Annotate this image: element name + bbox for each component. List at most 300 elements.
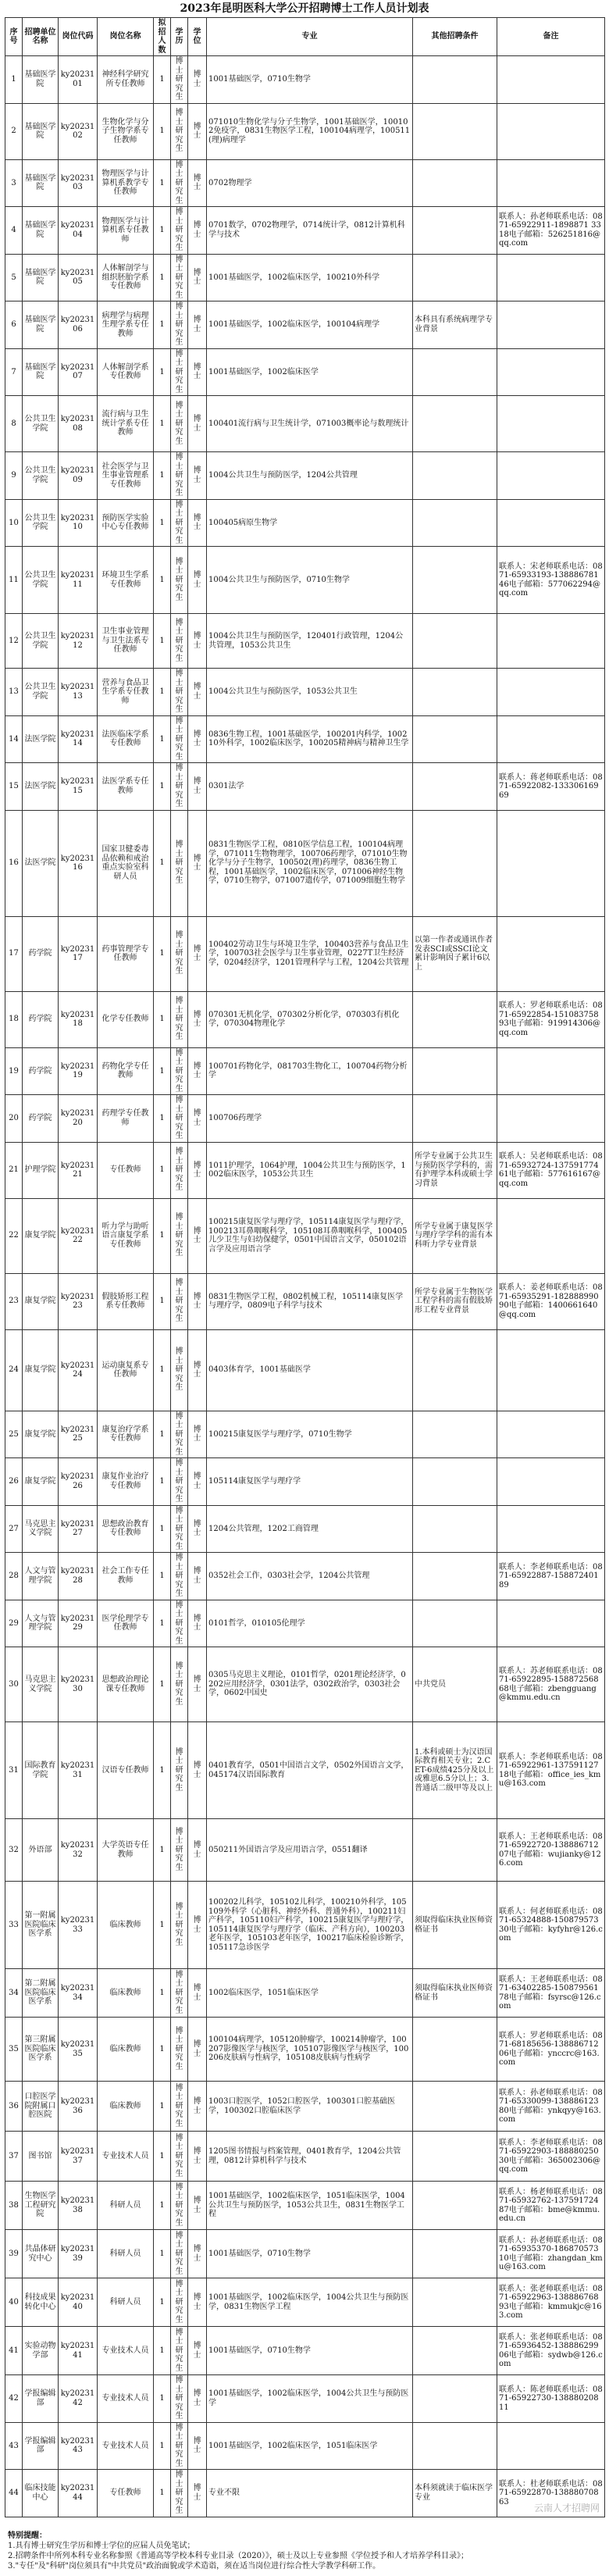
row-major: 100215康复医学与理疗学，105114康复医学与理疗学，100213耳鼻咽喉科学，105108耳鼻咽喉科学，100405儿少卫生与妇幼保健学，0501中国语言文学，050102语言学及应用语言学	[207, 1198, 413, 1273]
row-number: 30	[5, 1647, 23, 1722]
row-count: 1	[154, 1600, 171, 1647]
row-unit: 生物医学工程研究院	[23, 2182, 59, 2230]
row-major: 0831生物医学工程，0802机械工程，105114康复医学与理疗学，0809电子科学与技术	[207, 1273, 413, 1329]
row-code: ky2023115	[59, 763, 98, 811]
row-count: 1	[154, 715, 171, 763]
row-unit: 学报编辑部	[23, 2422, 59, 2470]
row-code: ky2023110	[59, 499, 98, 547]
row-remark: 联系人：罗老师联系电话：0871-65922854-15108375893电子邮箱：919914306@qq.com	[497, 991, 605, 1047]
row-code: ky2023143	[59, 2422, 98, 2470]
row-education: 博士研究生	[171, 1095, 188, 1143]
row-education: 博士研究生	[171, 1142, 188, 1198]
row-count: 1	[154, 1505, 171, 1553]
row-code: ky2023134	[59, 1969, 98, 2018]
row-code: ky2023133	[59, 1882, 98, 1969]
row-unit: 外语部	[23, 1819, 59, 1882]
row-degree: 博士	[188, 1095, 207, 1143]
note-item: 1.具有博士研究生学历和博士学位的应届人员免笔试；	[8, 2542, 195, 2550]
row-count: 1	[154, 2230, 171, 2278]
row-degree: 博士	[188, 254, 207, 301]
table-row	[5, 1142, 605, 1198]
row-remark	[497, 2422, 605, 2470]
row-degree: 博士	[188, 2375, 207, 2423]
row-unit: 康复学院	[23, 1273, 59, 1329]
row-remark: 联系人：姜老师联系电话：0871-65935291-18288899090电子邮箱：1400661640@qq.com	[497, 1273, 605, 1329]
row-education: 博士研究生	[171, 1882, 188, 1969]
row-number: 35	[5, 2018, 23, 2082]
row-degree: 博士	[188, 56, 207, 104]
row-unit: 口腔医学院附属口腔医院	[23, 2082, 59, 2132]
row-count: 1	[154, 1411, 171, 1458]
row-education: 博士研究生	[171, 103, 188, 159]
row-post: 大学英语专任教师	[98, 1819, 154, 1882]
row-number: 18	[5, 991, 23, 1047]
row-code: ky2023126	[59, 1458, 98, 1506]
row-code: ky2023130	[59, 1647, 98, 1722]
special-notes	[8, 2531, 603, 2571]
row-number: 4	[5, 207, 23, 255]
row-number: 20	[5, 1095, 23, 1143]
row-unit: 公共卫生学院	[23, 547, 59, 614]
row-other-conditions	[413, 547, 497, 614]
row-post: 医学伦理学专任教师	[98, 1600, 154, 1647]
row-code: ky2023141	[59, 2327, 98, 2375]
row-code: ky2023105	[59, 254, 98, 301]
row-unit: 学报编辑部	[23, 2375, 59, 2423]
row-education: 博士研究生	[171, 991, 188, 1047]
row-post: 思想政治教育专任教师	[98, 1505, 154, 1553]
row-major: 1001基础医学，0710生物学	[207, 2230, 413, 2278]
row-number: 8	[5, 396, 23, 452]
row-degree: 博士	[188, 301, 207, 349]
table-row	[5, 1969, 605, 2018]
row-other-conditions	[413, 1819, 497, 1882]
row-code: ky2023144	[59, 2470, 98, 2517]
row-education: 博士研究生	[171, 614, 188, 669]
row-education: 博士研究生	[171, 1458, 188, 1506]
row-count: 1	[154, 669, 171, 716]
row-unit: 基础医学院	[23, 348, 59, 396]
row-remark: 联系人：罗老师联系电话：0871-68185656-13888671206电子邮箱：ynccrc@163.com	[497, 2018, 605, 2082]
row-post: 科研人员	[98, 2182, 154, 2230]
row-major: 1004公共卫生与预防医学，120401行政管理，1204公共管理，1053公共卫生	[207, 614, 413, 669]
row-degree: 博士	[188, 159, 207, 207]
row-other-conditions	[413, 2422, 497, 2470]
row-remark: 联系人：苏老师联系电话：0871-65922895-15887256868电子邮箱：zbengguang@kmmu.edu.cn	[497, 1647, 605, 1722]
row-unit: 药学院	[23, 991, 59, 1047]
row-remark: 联系人：王老师联系电话：0871-63402285-15087956178电子邮箱：fsyrsc@126.com	[497, 1969, 605, 2018]
row-major: 1001基础医学，0710生物学	[207, 56, 413, 104]
row-unit: 基础医学院	[23, 207, 59, 255]
row-unit: 法医学院	[23, 715, 59, 763]
row-education: 博士研究生	[171, 1411, 188, 1458]
row-degree: 博士	[188, 2132, 207, 2182]
row-number: 42	[5, 2375, 23, 2423]
row-count: 1	[154, 1819, 171, 1882]
row-post: 运动康复系专任教师	[98, 1329, 154, 1411]
row-remark: 联系人：孙老师联系电话：0871-65935370-18687057310电子邮箱：zhangdan_kmu@163.com	[497, 2230, 605, 2278]
row-degree: 博士	[188, 2327, 207, 2375]
row-post: 人体解剖学与组织胚胎学系专任教师	[98, 254, 154, 301]
row-count: 1	[154, 1047, 171, 1095]
row-remark: 联系人：李老师联系电话：0871-65922887-15887240189	[497, 1553, 605, 1600]
row-number: 16	[5, 810, 23, 916]
row-unit: 实验动物学部	[23, 2327, 59, 2375]
row-count: 1	[154, 2018, 171, 2082]
table-row	[5, 1273, 605, 1329]
row-unit: 法医学院	[23, 763, 59, 811]
row-major: 1205图书情报与档案管理，0401教育学，1204公共管理，0812计算机科学与技术	[207, 2132, 413, 2182]
row-count: 1	[154, 254, 171, 301]
row-code: ky2023122	[59, 1198, 98, 1273]
row-major: 1001基础医学，1002临床医学，100210外科学	[207, 254, 413, 301]
row-remark	[497, 715, 605, 763]
row-other-conditions	[413, 669, 497, 716]
row-count: 1	[154, 991, 171, 1047]
row-education: 博士研究生	[171, 1553, 188, 1600]
row-degree: 博士	[188, 1969, 207, 2018]
row-unit: 人文与管理学院	[23, 1553, 59, 1600]
row-major: 100701药物化学，081703生物化工，100704药物分析学	[207, 1047, 413, 1095]
row-count: 1	[154, 207, 171, 255]
row-degree: 博士	[188, 1198, 207, 1273]
row-post: 卫生事业管理与卫生法系专任教师	[98, 614, 154, 669]
row-major: 0702物理学	[207, 159, 413, 207]
row-number: 17	[5, 916, 23, 991]
row-number: 37	[5, 2132, 23, 2182]
row-unit: 法医学院	[23, 810, 59, 916]
row-other-conditions	[413, 715, 497, 763]
row-major: 050211外国语言学及应用语言学，0551翻译	[207, 1819, 413, 1882]
row-count: 1	[154, 1142, 171, 1198]
row-code: ky2023116	[59, 810, 98, 916]
row-education: 博士研究生	[171, 2375, 188, 2423]
row-post: 化学专任教师	[98, 991, 154, 1047]
table-row	[5, 2132, 605, 2182]
row-count: 1	[154, 547, 171, 614]
row-major: 070301无机化学，070302分析化学，070303有机化学，070304物理化学	[207, 991, 413, 1047]
table-row	[5, 916, 605, 991]
row-degree: 博士	[188, 1722, 207, 1819]
row-unit: 图书馆	[23, 2132, 59, 2182]
row-count: 1	[154, 499, 171, 547]
row-count: 1	[154, 1329, 171, 1411]
row-degree: 博士	[188, 2278, 207, 2327]
row-code: ky2023140	[59, 2278, 98, 2327]
row-unit: 公共卫生学院	[23, 499, 59, 547]
row-count: 1	[154, 159, 171, 207]
row-other-conditions: 本科具有系统病理学专业背景	[413, 301, 497, 349]
row-unit: 基础医学院	[23, 301, 59, 349]
row-number: 12	[5, 614, 23, 669]
row-post: 社会医学与卫生事业管理系专任教师	[98, 452, 154, 500]
row-unit: 康复学院	[23, 1198, 59, 1273]
row-remark	[497, 1329, 605, 1411]
table-row	[5, 2470, 605, 2517]
row-code: ky2023123	[59, 1273, 98, 1329]
row-education: 博士研究生	[171, 396, 188, 452]
row-unit: 公共卫生学院	[23, 614, 59, 669]
row-major: 1004公共卫生与预防医学，1204公共管理	[207, 452, 413, 500]
row-post: 临床教师	[98, 2082, 154, 2132]
row-unit: 科技成果转化中心	[23, 2278, 59, 2327]
row-remark	[497, 1505, 605, 1553]
row-remark: 联系人：宋老师联系电话：0871-65933193-13888678146电子邮箱：577062294@qq.com	[497, 547, 605, 614]
row-unit: 临床技能中心	[23, 2470, 59, 2517]
row-degree: 博士	[188, 103, 207, 159]
table-row	[5, 1600, 605, 1647]
row-unit: 药学院	[23, 1095, 59, 1143]
row-other-conditions	[413, 1600, 497, 1647]
row-major: 071010生物化学与分子生物学，1001基础医学，100102免疫学，0831生物医学工程，100104病理学，100511(理)病理学	[207, 103, 413, 159]
row-unit: 康复学院	[23, 1329, 59, 1411]
row-degree: 博士	[188, 499, 207, 547]
row-education: 博士研究生	[171, 2230, 188, 2278]
row-unit: 共晶体研究中心	[23, 2230, 59, 2278]
row-post: 专业技术人员	[98, 2327, 154, 2375]
row-major: 1001基础医学，1002临床医学，1051临床医学	[207, 2422, 413, 2470]
table-row	[5, 1722, 605, 1819]
row-education: 博士研究生	[171, 2132, 188, 2182]
table-row	[5, 547, 605, 614]
row-post: 预防医学实验中心专任教师	[98, 499, 154, 547]
notes-heading: 特别提醒：	[8, 2531, 47, 2540]
row-post: 生物化学与分子生物学系专任教师	[98, 103, 154, 159]
row-post: 法医临床学系专任教师	[98, 715, 154, 763]
row-degree: 博士	[188, 207, 207, 255]
row-education: 博士研究生	[171, 1047, 188, 1095]
row-other-conditions	[413, 763, 497, 811]
row-code: ky2023135	[59, 2018, 98, 2082]
row-count: 1	[154, 2422, 171, 2470]
row-major: 1004公共卫生与预防医学，0710生物学	[207, 547, 413, 614]
row-degree: 博士	[188, 396, 207, 452]
table-row	[5, 1505, 605, 1553]
row-remark: 联系人：王老师联系电话：0871-65922720-13888671207电子邮箱：wujianky@126.com	[497, 1819, 605, 1882]
row-code: ky2023129	[59, 1600, 98, 1647]
row-unit: 马克思主义学院	[23, 1505, 59, 1553]
row-number: 15	[5, 763, 23, 811]
row-number: 25	[5, 1411, 23, 1458]
row-degree: 博士	[188, 916, 207, 991]
row-degree: 博士	[188, 669, 207, 716]
row-unit: 第二附属医院临床医学系	[23, 1969, 59, 2018]
row-number: 40	[5, 2278, 23, 2327]
row-other-conditions	[413, 1047, 497, 1095]
row-count: 1	[154, 2327, 171, 2375]
row-number: 1	[5, 56, 23, 104]
row-count: 1	[154, 1882, 171, 1969]
header-degree: 学位	[188, 18, 207, 56]
row-unit: 人文与管理学院	[23, 1600, 59, 1647]
row-degree: 博士	[188, 1505, 207, 1553]
row-remark	[497, 669, 605, 716]
row-code: ky2023128	[59, 1553, 98, 1600]
row-count: 1	[154, 1458, 171, 1506]
table-row	[5, 103, 605, 159]
row-post: 人体解剖学系专任教师	[98, 348, 154, 396]
row-major: 1001基础医学，1002临床医学，1004公共卫生与预防医学	[207, 2375, 413, 2423]
row-code: ky2023124	[59, 1329, 98, 1411]
row-code: ky2023106	[59, 301, 98, 349]
row-other-conditions	[413, 207, 497, 255]
row-number: 29	[5, 1600, 23, 1647]
row-unit: 基础医学院	[23, 159, 59, 207]
watermark-logo: 云南人才招聘网	[533, 2502, 600, 2514]
row-education: 博士研究生	[171, 1505, 188, 1553]
table-row	[5, 1647, 605, 1722]
table-row	[5, 715, 605, 763]
row-count: 1	[154, 1198, 171, 1273]
table-row	[5, 159, 605, 207]
row-other-conditions: 以第一作者或通讯作者发表SCI或SSCI论文累计影响因子累计6以上	[413, 916, 497, 991]
table-row	[5, 2375, 605, 2423]
row-other-conditions	[413, 159, 497, 207]
row-major: 1002临床医学，1051临床医学	[207, 1969, 413, 2018]
row-number: 32	[5, 1819, 23, 1882]
row-count: 1	[154, 1969, 171, 2018]
row-remark	[497, 1095, 605, 1143]
row-unit: 第一附属医院临床医学系	[23, 1882, 59, 1969]
row-remark	[497, 348, 605, 396]
page	[3, 2, 606, 2571]
table-row	[5, 254, 605, 301]
row-degree: 博士	[188, 763, 207, 811]
table-row	[5, 207, 605, 255]
row-degree: 博士	[188, 1553, 207, 1600]
row-count: 1	[154, 916, 171, 991]
row-degree: 博士	[188, 1142, 207, 1198]
row-major: 1204公共管理，1202工商管理	[207, 1505, 413, 1553]
row-remark: 联系人：张老师联系电话：0871-65922963-13888676893电子邮箱：kmmukjc@163.com	[497, 2278, 605, 2327]
row-major: 0403体育学，1001基础医学	[207, 1329, 413, 1411]
row-remark	[497, 301, 605, 349]
row-education: 博士研究生	[171, 2422, 188, 2470]
row-education: 博士研究生	[171, 499, 188, 547]
row-post: 国家卫健委毒品依赖和戒治重点实验室科研人员	[98, 810, 154, 916]
row-degree: 博士	[188, 810, 207, 916]
row-code: ky2023104	[59, 207, 98, 255]
row-degree: 博士	[188, 547, 207, 614]
header-post: 岗位名称	[98, 18, 154, 56]
row-major: 0301法学	[207, 763, 413, 811]
table-row	[5, 2422, 605, 2470]
row-major: 100402劳动卫生与环境卫生学，100403营养与食品卫生学，100703社会医学与卫生事业管理，0227T卫生经济学，0204经济学，1201管理科学与工程，1204公共管理	[207, 916, 413, 991]
row-education: 博士研究生	[171, 2082, 188, 2132]
row-post: 物理医学与计算机系专任教师	[98, 207, 154, 255]
row-post: 康复作业治疗专任教师	[98, 1458, 154, 1506]
row-degree: 博士	[188, 2230, 207, 2278]
row-education: 博士研究生	[171, 1600, 188, 1647]
header-unit: 招聘单位名称	[23, 18, 59, 56]
row-post: 思想政治理论课专任教师	[98, 1647, 154, 1722]
table-row	[5, 2082, 605, 2132]
row-count: 1	[154, 2132, 171, 2182]
row-major: 0352社会工作，0303社会学，1204公共管理	[207, 1553, 413, 1600]
table-row	[5, 669, 605, 716]
row-code: ky2023139	[59, 2230, 98, 2278]
recruitment-table	[5, 17, 605, 2517]
row-other-conditions	[413, 254, 497, 301]
row-unit: 护理学院	[23, 1142, 59, 1198]
row-count: 1	[154, 614, 171, 669]
row-number: 38	[5, 2182, 23, 2230]
row-number: 3	[5, 159, 23, 207]
header-code: 岗位代码	[59, 18, 98, 56]
row-unit: 基础医学院	[23, 254, 59, 301]
row-degree: 博士	[188, 452, 207, 500]
row-number: 7	[5, 348, 23, 396]
row-code: ky2023102	[59, 103, 98, 159]
page-title: 2023年昆明医科大学公开招聘博士工作人员计划表	[180, 2, 429, 15]
row-education: 博士研究生	[171, 547, 188, 614]
row-education: 博士研究生	[171, 2182, 188, 2230]
row-remark: 联系人：杜老师联系电话：0871-65922870-13888070863	[497, 2470, 605, 2517]
row-remark: 联系人：孙老师联系电话：0871-65330099-13888612380电子邮箱：ynkqyy@163.com	[497, 2082, 605, 2132]
row-other-conditions	[413, 614, 497, 669]
row-major: 0701数学，0702物理学，0714统计学，0812计算机科学与技术	[207, 207, 413, 255]
row-post: 专任教师	[98, 1142, 154, 1198]
row-major: 100401流行病与卫生统计学，071003概率论与数理统计	[207, 396, 413, 452]
row-degree: 博士	[188, 1411, 207, 1458]
row-degree: 博士	[188, 348, 207, 396]
row-degree: 博士	[188, 1882, 207, 1969]
row-major: 1001基础医学，1002临床医学，1051临床医学，1004公共卫生与预防医学，1053公共卫生，0831生物医学工程	[207, 2182, 413, 2230]
row-education: 博士研究生	[171, 301, 188, 349]
header-remark: 备注	[497, 18, 605, 56]
row-other-conditions	[413, 1458, 497, 1506]
row-unit: 第三附属医院临床医学系	[23, 2018, 59, 2082]
row-post: 药物化学专任教师	[98, 1047, 154, 1095]
row-remark: 联系人：陈老师联系电话：0871-65922730-13888020811	[497, 2375, 605, 2423]
row-degree: 博士	[188, 2082, 207, 2132]
note-item: 2.招聘条件中所列本科专业名称参照《普通高等学校本科专业目录（2020）》，硕士及以上专业参照《学位授予和人才培养学科目录》；	[8, 2552, 468, 2560]
row-other-conditions	[413, 1411, 497, 1458]
row-other-conditions	[413, 1553, 497, 1600]
row-unit: 公共卫生学院	[23, 452, 59, 500]
table-row	[5, 499, 605, 547]
row-number: 41	[5, 2327, 23, 2375]
row-number: 6	[5, 301, 23, 349]
row-count: 1	[154, 2278, 171, 2327]
row-number: 28	[5, 1553, 23, 1600]
row-remark	[497, 1458, 605, 1506]
table-row	[5, 2278, 605, 2327]
row-count: 1	[154, 56, 171, 104]
row-count: 1	[154, 348, 171, 396]
row-count: 1	[154, 1722, 171, 1819]
row-code: ky2023120	[59, 1095, 98, 1143]
row-unit: 公共卫生学院	[23, 396, 59, 452]
row-code: ky2023107	[59, 348, 98, 396]
row-code: ky2023131	[59, 1722, 98, 1819]
row-remark	[497, 159, 605, 207]
row-major: 0305马克思主义理论，0101哲学，0201理论经济学，0202应用经济学，0301法学，0302政治学，0303社会学，0602中国史	[207, 1647, 413, 1722]
table-row	[5, 763, 605, 811]
row-post: 临床教师	[98, 1969, 154, 2018]
row-major: 0831生物医学工程，0810医学信息工程，100104病理学，071011生物物理学，100706药理学，071010生物化学与分子生物学，100502(理)药理学，0836生物工程，1001基础医学，1002临床医学，071006神经生物学，0710生物学，071007遗传学，071009细胞生物学	[207, 810, 413, 916]
row-education: 博士研究生	[171, 2018, 188, 2082]
row-major: 0836生物工程，1001基础医学，100201内科学，100210外科学，1002临床医学，100205精神病与精神卫生学	[207, 715, 413, 763]
row-other-conditions	[413, 1095, 497, 1143]
row-number: 24	[5, 1329, 23, 1411]
row-degree: 博士	[188, 1329, 207, 1411]
row-major: 100215康复医学与理疗学，0710生物学	[207, 1411, 413, 1458]
row-degree: 博士	[188, 2182, 207, 2230]
row-code: ky2023114	[59, 715, 98, 763]
row-unit: 国际教育学院	[23, 1722, 59, 1819]
row-education: 博士研究生	[171, 1647, 188, 1722]
